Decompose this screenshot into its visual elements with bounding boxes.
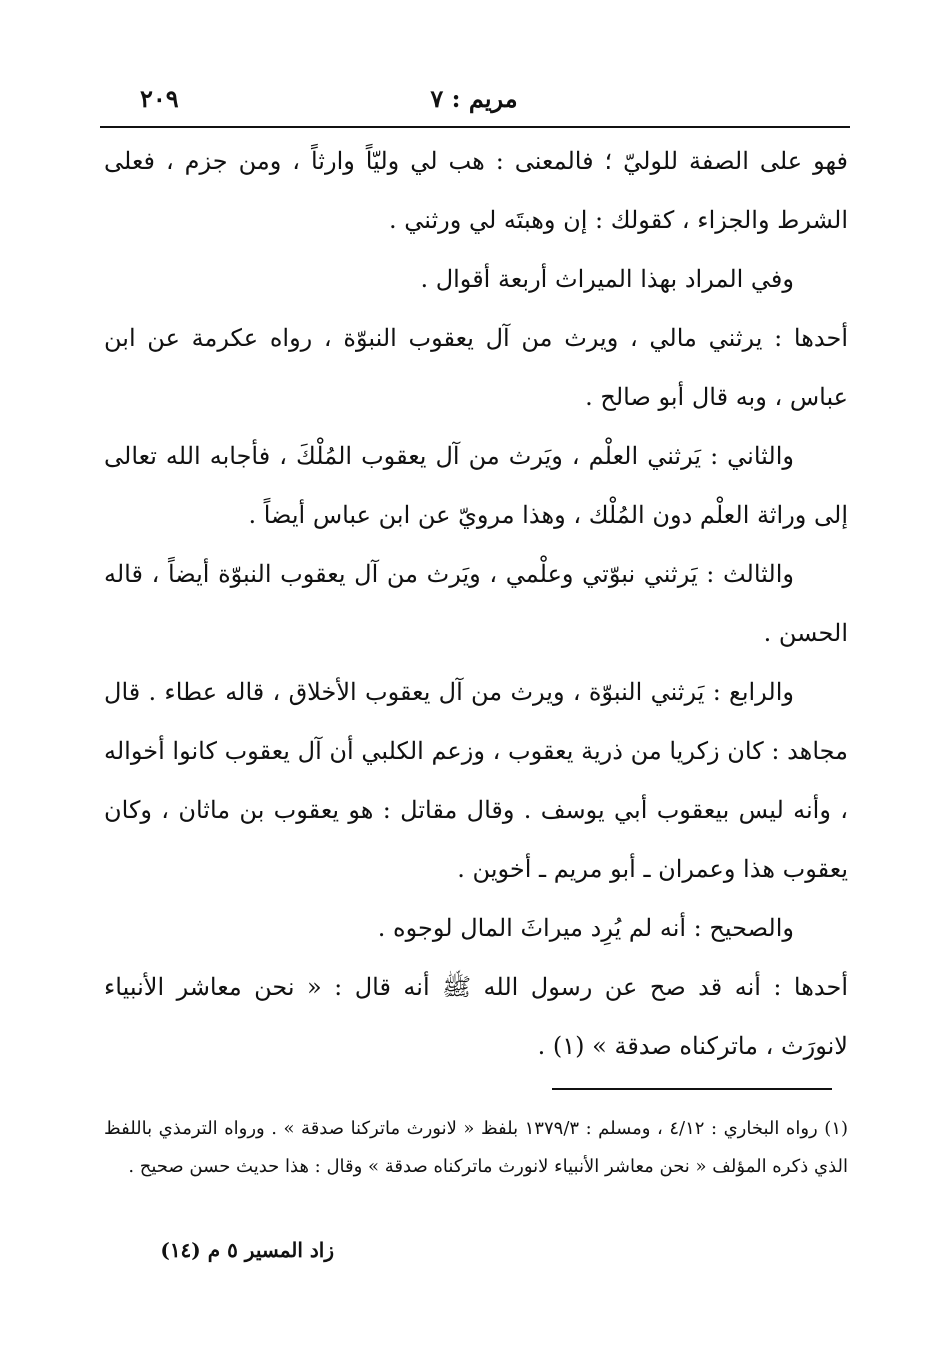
paragraph: وفي المراد بهذا الميراث أربعة أقوال .: [420, 265, 794, 293]
printer-signature: زاد المسير ٥ م (١٤): [160, 1238, 334, 1262]
paragraph: أحدها : يرثني مالي ، ويرث من آل يعقوب النبوّة ، رواه عكرمة عن ابن عباس ، وبه قال أبو صالح .: [104, 324, 848, 411]
paragraph: والرابع : يَرثني النبوّة ، ويرث من آل يعقوب الأخلاق ، قاله عطاء . قال مجاهد : كان زكريا من ذرية يعقوب ، وزعم الكلبي أن آل يعقوب كانوا أخواله ، وأنه ليس بيعقوب أبي يوسف . وقال مقاتل : هو يعقوب بن ماثان ، وكان يعقوب هذا وعمران ـ أبو مريم ـ أخوين .: [104, 678, 848, 883]
paragraph: والثالث : يَرثني نبوّتي وعلْمي ، ويَرث من آل يعقوب النبوّة أيضاً ، قاله الحسن .: [104, 560, 848, 647]
main-text: [104, 132, 848, 1076]
surah-reference: مريم : ٧: [430, 84, 518, 113]
paragraph: والثاني : يَرثني العلْم ، ويَرث من آل يعقوب المُلْكَ ، فأجابه الله تعالى إلى وراثة العلْم دون المُلْك ، وهذا مرويّ عن ابن عباس أيضاً .: [104, 442, 848, 529]
paragraph: فهو على الصفة للوليّ ؛ فالمعنى : هب لي وليّاً وارثاً ، ومن جزم ، فعلى الشرط والجزاء ، كقولك : إن وهبتَه لي ورثني .: [104, 147, 848, 234]
footnote: (١) رواه البخاري : ٤/١٢ ، ومسلم : ١٣٧٩/٣ بلفظ « لانورث ماتركنا صدقة » . ورواه الترمذي باللفظ الذي ذكره المؤلف « نحن معاشر الأنبياء لانورث ماتركناه صدقة » وقال : هذا حديث حسن صحيح .: [104, 1118, 849, 1177]
paragraph: والصحيح : أنه لم يُرِد ميراثَ المال لوجوه .: [377, 914, 794, 942]
footnote-rule: [552, 1088, 832, 1090]
running-header: [100, 84, 848, 124]
paragraph: أحدها : أنه قد صح عن رسول الله ﷺ أنه قال : « نحن معاشر الأنبياء لانورَث ، ماتركناه صدقة » (١) .: [104, 973, 848, 1060]
page-number: ٢٠٩: [140, 84, 179, 113]
header-rule: [100, 126, 850, 128]
